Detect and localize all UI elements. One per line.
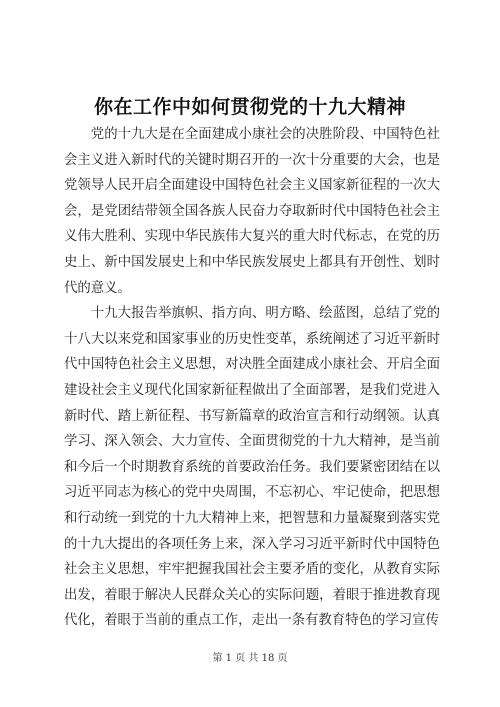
document-body — [64, 122, 440, 634]
paragraph: 十九大报告举旗帜、指方向、明方略、绘蓝图，总结了党的十八大以来党和国家事业的历史性变革，系统阐述了习近平新时代中国特色社会主义思想，对决胜全面建成小康社会、开启全面建设社会主义现代化国家新征程做出了全面部署，是我们党进入新时代、踏上新征程、书写新篇章的政治宣言和行动纲领。认真学习、深入领会、大力宣传、全面贯彻党的十九大精神，是当前和今后一个时期教育系统的首要政治任务。我们要紧密团结在以习近平同志为核心的党中央周围，不忘初心、牢记使命，把思想和行动统一到党的十九大精神上来，把智慧和力量凝聚到落实党的十九大提出的各项任务上来，深入学习习近平新时代中国特色社会主义思想，牢牢把握我国社会主要矛盾的变化，从教育实际出发，着眼于解决人民群众关心的实际问题，着眼于推进教育现代化，着眼于当前的重点工作，走出一条有教育特色的学习宣传 — [64, 306, 440, 629]
page-footer: 第 1 页 共 18 页 — [212, 653, 288, 664]
paragraph: 党的十九大是在全面建成小康社会的决胜阶段、中国特色社会主义进入新时代的关键时期召开的一次十分重要的大会，也是党领导人民开启全面建设中国特色社会主义国家新征程的一次大会，是党团结带领全国各族人民奋力夺取新时代中国特色社会主义伟大胜利、实现中华民族伟大复兴的重大时代标志，在党的历史上、新中国发展史上和中华民族发展史上都具有开创性、划时代的意义。 — [64, 127, 440, 296]
document-title: 你在工作中如何贯彻党的十九大精神 — [93, 96, 406, 118]
